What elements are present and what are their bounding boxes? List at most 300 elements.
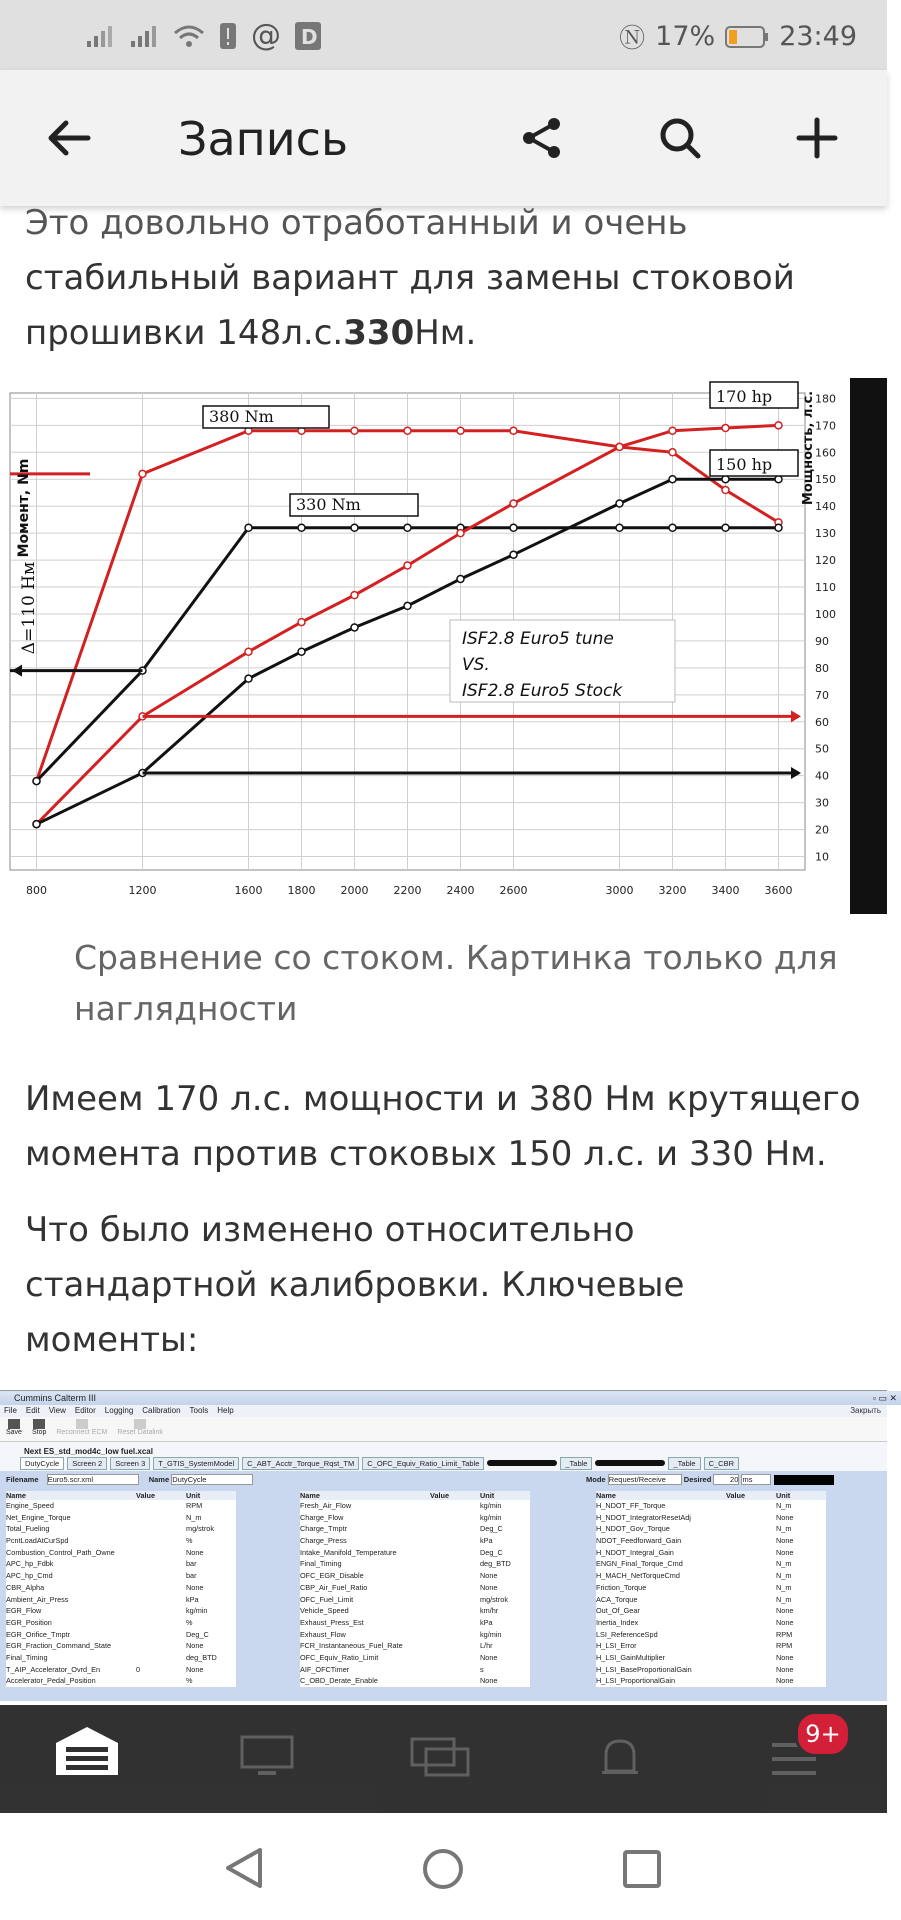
table-cell: H_NDOT_Integral_Gain (596, 1547, 674, 1557)
right-tick-label: 140 (815, 500, 836, 514)
table-cell: None (480, 1652, 498, 1662)
table-row[interactable] (596, 1523, 826, 1535)
table-row[interactable] (596, 1640, 826, 1652)
table-cell: Charge_Tmptr (300, 1524, 348, 1534)
table-cell (726, 1500, 776, 1512)
table-cell: Accelerator_Pedal_Position (6, 1676, 96, 1686)
data-point (351, 592, 358, 599)
table-cell: EGR_Flow (6, 1606, 42, 1616)
feed-tab[interactable] (240, 1735, 294, 1783)
callout-label: 170 hp (716, 387, 773, 406)
table-row[interactable] (6, 1547, 236, 1559)
para-line: стабильный вариант для замены стоковой (25, 258, 795, 298)
table-cell: Final_Timing (300, 1559, 342, 1569)
table-cell (430, 1547, 480, 1559)
column-header[interactable]: Value (726, 1491, 746, 1500)
table-cell: Intake_Manifold_Temperature (300, 1547, 397, 1557)
table-cell (430, 1675, 480, 1687)
data-point (33, 778, 40, 785)
tab[interactable]: DutyCycle (20, 1457, 64, 1470)
table-row[interactable] (6, 1652, 236, 1664)
menu-bar (0, 1405, 887, 1417)
table-cell: km/hr (480, 1606, 499, 1616)
x-tick-label: 800 (26, 884, 47, 897)
data-point (457, 427, 464, 434)
right-tick-label: 180 (815, 392, 836, 406)
table-row[interactable] (596, 1500, 826, 1512)
filename-label: Filename (6, 1475, 39, 1484)
table-cell (726, 1640, 776, 1652)
table-cell (430, 1512, 480, 1524)
table-row[interactable] (300, 1605, 530, 1617)
table-cell: Charge_Press (300, 1536, 347, 1546)
table-row[interactable] (300, 1547, 530, 1559)
right-tick-label: 10 (815, 850, 829, 864)
table-row[interactable] (596, 1582, 826, 1594)
data-point (722, 425, 729, 432)
table-cell: Exhaust_Flow (300, 1629, 346, 1639)
legend-line: VS. (462, 655, 490, 675)
tool-buttons (0, 1417, 887, 1438)
table-cell: None (776, 1664, 794, 1674)
table-cell (726, 1675, 776, 1687)
table-row[interactable] (300, 1512, 530, 1524)
window-titlebar (0, 1391, 901, 1405)
tab[interactable]: Screen 3 (110, 1457, 150, 1470)
table-cell: % (186, 1676, 193, 1686)
x-tick-label: 1800 (287, 884, 316, 897)
table-cell (136, 1675, 186, 1687)
mode-group (586, 1474, 834, 1485)
tab[interactable]: Screen 2 (67, 1457, 107, 1470)
table-cell: OFC_EGR_Disable (300, 1571, 364, 1581)
table-cell (430, 1664, 480, 1676)
data-point (669, 476, 676, 483)
table-cell: None (186, 1664, 204, 1674)
messages-tab[interactable] (410, 1737, 472, 1787)
table-row[interactable] (6, 1570, 236, 1582)
table-cell: None (776, 1536, 794, 1546)
table-row[interactable] (6, 1512, 236, 1524)
table-row[interactable] (6, 1582, 236, 1594)
y-axis-left-label: Момент, Nm (16, 458, 32, 558)
table-row[interactable] (300, 1629, 530, 1641)
table-cell (136, 1652, 186, 1664)
x-tick-label: 3400 (711, 884, 740, 897)
toolbar-button[interactable]: Reconnect ECM (56, 1419, 107, 1436)
caption-line: наглядности (74, 989, 298, 1028)
table-cell: Ambient_Air_Press (6, 1594, 69, 1604)
tab[interactable]: _Table (560, 1457, 592, 1470)
para-line: Что было изменено относительно (25, 1210, 635, 1250)
table-row[interactable] (6, 1523, 236, 1535)
right-tick-label: 100 (815, 607, 836, 621)
table-cell (430, 1629, 480, 1641)
wifi-icon (173, 23, 205, 49)
right-tick-label: 130 (815, 527, 836, 541)
tab[interactable]: C_CBR (704, 1457, 739, 1470)
name-label: Name (148, 1475, 170, 1484)
data-point (245, 524, 252, 531)
data-point (510, 500, 517, 507)
add-button[interactable] (785, 106, 849, 170)
table-row[interactable] (596, 1629, 826, 1641)
data-point (775, 422, 782, 429)
table-cell (726, 1664, 776, 1676)
table-cell (430, 1558, 480, 1570)
at-icon: @ (251, 18, 281, 53)
paragraph-intro (25, 196, 865, 361)
right-tick-label: 110 (815, 581, 836, 595)
table-cell (136, 1558, 186, 1570)
legend-line: ISF2.8 Euro5 Stock (462, 681, 623, 701)
data-point (669, 524, 676, 531)
table-row[interactable] (6, 1617, 236, 1629)
table-cell: H_MACH_NetTorqueCmd (596, 1571, 680, 1581)
para-text: Нм. (414, 313, 477, 353)
table-cell (726, 1512, 776, 1524)
caption-line: Сравнение со стоком. Картинка только для (74, 938, 838, 977)
menu-item[interactable]: Logging (104, 1406, 134, 1415)
home-tab[interactable] (52, 1723, 126, 1787)
notification-alert-icon (219, 22, 237, 50)
x-tick-label: 2400 (446, 884, 475, 897)
monitor-icon (240, 1735, 294, 1779)
paragraph-changes (25, 1203, 865, 1368)
table-cell: H_LSI_ProportionalGain (596, 1676, 676, 1686)
table-cell: mg/strok (186, 1524, 214, 1534)
status-icons-left (85, 18, 321, 53)
desired-field[interactable]: 20 (713, 1474, 739, 1485)
column-header[interactable]: Unit (776, 1491, 791, 1500)
redacted-tab (487, 1460, 557, 1466)
table-cell (136, 1535, 186, 1547)
table-cell: bar (186, 1559, 197, 1569)
data-point (404, 427, 411, 434)
table-row[interactable] (300, 1594, 530, 1606)
table-cell: CBP_Air_Fuel_Ratio (300, 1582, 368, 1592)
table-row[interactable] (596, 1512, 826, 1524)
mode-label: Mode (586, 1475, 606, 1484)
table-row[interactable] (6, 1664, 236, 1676)
table-cell: None (186, 1547, 204, 1557)
table-cell: Deg_C (186, 1629, 209, 1639)
filename-row (6, 1474, 881, 1488)
data-point (722, 487, 729, 494)
table-cell: N_m (776, 1501, 792, 1510)
table-cell: Friction_Torque (596, 1582, 647, 1592)
table-cell (136, 1500, 186, 1512)
column-header[interactable]: Name (596, 1491, 616, 1500)
desired-label: Desired (683, 1475, 712, 1484)
back-button[interactable] (36, 106, 100, 170)
table-row[interactable] (596, 1605, 826, 1617)
table-cell: PcntLoadAtCurSpd (6, 1536, 69, 1546)
x-tick-label: 3200 (658, 884, 687, 897)
table-cell: RPM (186, 1501, 203, 1510)
table-cell: None (480, 1676, 498, 1686)
param-table-2 (300, 1491, 530, 1687)
table-cell (136, 1523, 186, 1535)
search-button[interactable] (648, 106, 712, 170)
delta-label: Δ=110 Нм (19, 561, 39, 655)
table-cell: None (480, 1571, 498, 1581)
right-tick-label: 160 (815, 446, 836, 460)
table-cell (136, 1605, 186, 1617)
table-row[interactable] (300, 1652, 530, 1664)
table-cell: kg/min (480, 1629, 502, 1639)
data-point (245, 675, 252, 682)
table-row[interactable] (6, 1500, 236, 1512)
data-point (510, 551, 517, 558)
table-cell: T_AIP_Accelerator_Ovrd_En (6, 1664, 101, 1674)
data-point (351, 524, 358, 531)
tab[interactable]: C_ABT_Acctr_Torque_Rqst_TM (242, 1457, 359, 1470)
table-cell: deg_BTD (186, 1652, 217, 1662)
table-cell: None (776, 1617, 794, 1627)
table-cell (726, 1535, 776, 1547)
table-cell: Total_Fueling (6, 1524, 50, 1534)
battery-percent: 17% (655, 21, 716, 52)
nav-home-icon[interactable] (421, 1847, 465, 1891)
data-point (722, 476, 729, 483)
data-point (510, 427, 517, 434)
table-cell: CBR_Alpha (6, 1582, 45, 1592)
table-row[interactable] (300, 1617, 530, 1629)
notifications-tab[interactable] (598, 1735, 642, 1787)
table-row[interactable] (6, 1594, 236, 1606)
svg-text:D: D (301, 24, 318, 49)
table-cell: H_NDOT_FF_Torque (596, 1501, 666, 1510)
table-cell: N_m (776, 1559, 792, 1569)
table-cell (136, 1640, 186, 1652)
toolbar (0, 1417, 887, 1442)
table-cell: mg/strok (480, 1594, 508, 1604)
table-cell (430, 1652, 480, 1664)
menu-item[interactable]: Editor (74, 1406, 96, 1415)
table-cell: None (480, 1582, 498, 1592)
para-line: стандартной калибровки. Ключевые (25, 1265, 685, 1305)
right-tick-label: 70 (815, 688, 829, 702)
data-point (298, 619, 305, 626)
table-cell: None (776, 1512, 794, 1522)
x-tick-label: 1600 (234, 884, 263, 897)
param-table-3 (596, 1491, 826, 1687)
table-row[interactable] (300, 1675, 530, 1687)
menu-item[interactable]: File (4, 1406, 17, 1415)
toolbar-button[interactable]: Save (6, 1419, 22, 1436)
desired-unit[interactable]: ms (741, 1474, 771, 1485)
tab[interactable]: C_OFC_Equiv_Ratio_Limit_Table (362, 1457, 484, 1470)
para-bold: 330 (343, 313, 415, 353)
table-row[interactable] (596, 1664, 826, 1676)
legend-line: ISF2.8 Euro5 tune (462, 629, 614, 649)
share-button[interactable] (510, 106, 574, 170)
menu-item[interactable]: View (48, 1406, 66, 1415)
table-cell (726, 1582, 776, 1594)
table-row[interactable] (300, 1558, 530, 1570)
toolbar-button[interactable]: Reset Datalink (117, 1419, 163, 1436)
x-tick-label: 3000 (605, 884, 634, 897)
menu-item[interactable]: Tools (189, 1406, 209, 1415)
table-cell: RPM (776, 1629, 793, 1639)
data-point (457, 530, 464, 537)
status-icons-right (619, 18, 857, 55)
table-cell: None (776, 1676, 794, 1686)
nav-recents-icon[interactable] (622, 1849, 662, 1889)
table-row[interactable] (6, 1605, 236, 1617)
table-row[interactable] (6, 1558, 236, 1570)
name-field[interactable]: DutyCycle (171, 1474, 253, 1485)
table-row[interactable] (300, 1523, 530, 1535)
document-title: Next ES_std_mod4c_low fuel.xcal (24, 1447, 153, 1456)
data-point (775, 476, 782, 483)
table-cell (726, 1570, 776, 1582)
table-cell (430, 1570, 480, 1582)
table-cell: N_m (776, 1594, 792, 1604)
param-table-1 (6, 1491, 236, 1687)
table-cell: H_NDOT_Gov_Torque (596, 1524, 670, 1534)
table-row[interactable] (596, 1570, 826, 1582)
table-row[interactable] (596, 1558, 826, 1570)
image-caption (74, 932, 864, 1034)
data-point (298, 524, 305, 531)
chart-svg (0, 378, 887, 914)
chart-image (0, 378, 887, 914)
tab[interactable]: _Table (668, 1457, 700, 1470)
table-row[interactable] (300, 1640, 530, 1652)
table-cell: EGR_Position (6, 1617, 52, 1627)
filename-field[interactable]: Euro5.scr.xml (47, 1474, 139, 1485)
table-row[interactable] (300, 1535, 530, 1547)
para-line: Имеем 170 л.с. мощности и 380 Нм крутящего (25, 1079, 861, 1119)
right-tick-label: 40 (815, 769, 829, 783)
table-cell: H_LSI_GainMultiplier (596, 1652, 665, 1662)
x-tick-label: 2600 (499, 884, 528, 897)
right-tick-label: 50 (815, 742, 829, 756)
plus-icon (795, 116, 839, 160)
table-cell: None (186, 1582, 204, 1592)
right-tick-label: 120 (815, 554, 836, 568)
table-row[interactable] (300, 1582, 530, 1594)
window-controls[interactable]: ▫ ▭ ✕ (872, 1393, 897, 1403)
data-point (404, 524, 411, 531)
window-title: Cummins Calterm III (14, 1393, 97, 1403)
right-tick-label: 150 (815, 473, 836, 487)
menu-item[interactable]: Help (217, 1406, 234, 1415)
table-row[interactable] (6, 1640, 236, 1652)
toolbar-button[interactable]: Stop (32, 1419, 46, 1436)
table-cell: deg_BTD (480, 1559, 511, 1569)
table-row[interactable] (596, 1675, 826, 1687)
table-row[interactable] (596, 1535, 826, 1547)
table-cell (726, 1558, 776, 1570)
data-point (404, 562, 411, 569)
table-cell: Exhaust_Press_Est (300, 1617, 364, 1627)
table-row[interactable] (6, 1675, 236, 1687)
x-tick-label: 1200 (128, 884, 157, 897)
data-point (33, 821, 40, 828)
table-cell: ENGN_Final_Torque_Cmd (596, 1559, 683, 1569)
table-header (6, 1491, 236, 1500)
close-link[interactable]: Закрыть (850, 1406, 881, 1415)
table-cell (136, 1582, 186, 1594)
table-cell: APC_hp_Cmd (6, 1571, 53, 1581)
table-cell (430, 1594, 480, 1606)
table-row[interactable] (300, 1500, 530, 1512)
column-header[interactable]: Value (430, 1491, 450, 1500)
notification-badge: 9+ (795, 1711, 851, 1757)
nav-back-icon[interactable] (224, 1847, 264, 1889)
data-point (616, 524, 623, 531)
table-cell: ACA_Torque (596, 1594, 638, 1604)
column-header[interactable]: Unit (186, 1491, 201, 1500)
app-bar (0, 70, 887, 206)
tab-strip (20, 1457, 887, 1470)
menu-items (0, 1406, 243, 1415)
paragraph-result (25, 1072, 865, 1182)
search-icon (658, 116, 702, 160)
chat-icon (410, 1737, 472, 1783)
para-line (25, 306, 865, 361)
table-cell: s (480, 1664, 484, 1674)
table-cell (136, 1547, 186, 1559)
tab[interactable]: T_GTIS_SystemModel (153, 1457, 239, 1470)
column-header[interactable]: Unit (480, 1491, 495, 1500)
table-row[interactable] (596, 1594, 826, 1606)
nfc-icon: Ⓝ (619, 24, 646, 54)
mode-select[interactable]: Request/Receive (608, 1474, 682, 1485)
table-row[interactable] (596, 1547, 826, 1559)
table-cell: Deg_C (480, 1524, 503, 1534)
table-cell: None (776, 1606, 794, 1616)
table-cell (136, 1617, 186, 1629)
garage-icon (52, 1723, 122, 1779)
column-header[interactable]: Value (136, 1491, 156, 1500)
calterm-screenshot (0, 1390, 897, 1701)
table-cell: Charge_Flow (300, 1512, 344, 1522)
table-row[interactable] (300, 1664, 530, 1676)
right-tick-label: 60 (815, 715, 829, 729)
table-row[interactable] (6, 1535, 236, 1547)
table-cell (726, 1617, 776, 1629)
table-cell: NDOT_Feedforward_Gain (596, 1536, 682, 1546)
table-row[interactable] (596, 1652, 826, 1664)
table-cell (136, 1629, 186, 1641)
signal-icon (85, 23, 115, 49)
table-cell: kPa (480, 1617, 493, 1627)
menu-item[interactable]: Edit (25, 1406, 40, 1415)
black-box (774, 1475, 834, 1485)
table-cell: % (186, 1536, 193, 1546)
right-tick-label: 80 (815, 661, 829, 675)
table-row[interactable] (300, 1570, 530, 1582)
x-tick-label: 3600 (764, 884, 793, 897)
table-cell (430, 1500, 480, 1512)
clock: 23:49 (779, 21, 857, 52)
table-header (596, 1491, 826, 1500)
column-header[interactable]: Name (300, 1491, 320, 1500)
table-cell: Deg_C (480, 1547, 503, 1557)
table-cell: None (776, 1652, 794, 1662)
table-row[interactable] (6, 1629, 236, 1641)
column-header[interactable]: Name (6, 1491, 26, 1500)
callout-label: 330 Nm (296, 495, 361, 514)
table-row[interactable] (596, 1617, 826, 1629)
table-cell: Fresh_Air_Flow (300, 1501, 352, 1510)
menu-item[interactable]: Calibration (142, 1406, 181, 1415)
table-cell (430, 1582, 480, 1594)
